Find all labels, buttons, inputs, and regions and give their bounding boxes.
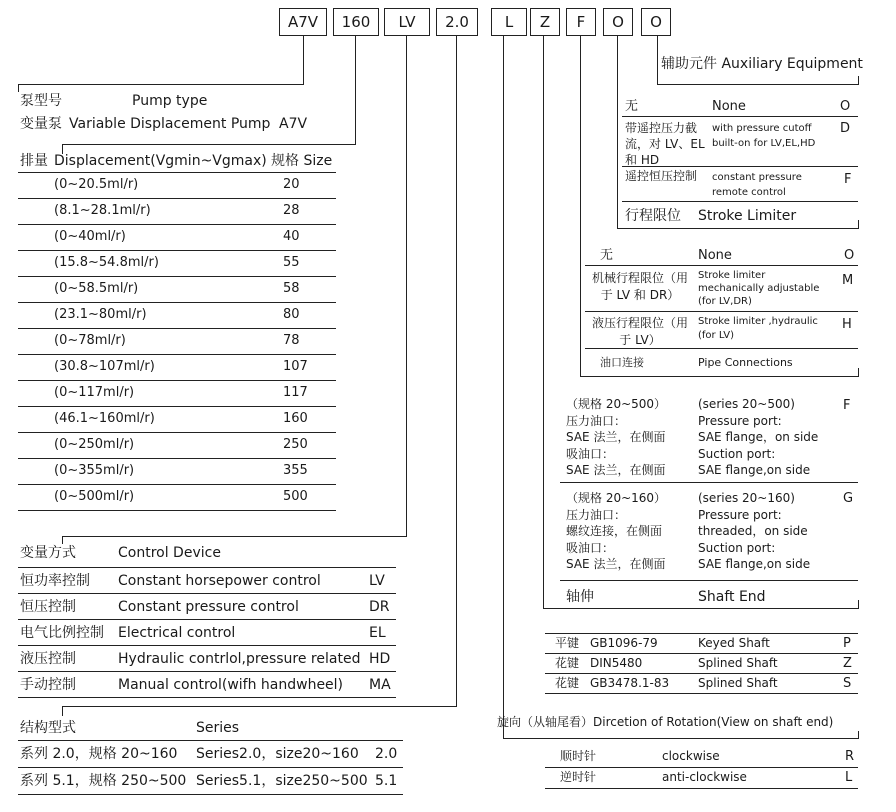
displacement-size: 80	[283, 307, 300, 322]
stroke-limiter-cn: 行程限位	[625, 208, 681, 224]
aux-remote-cn: 遥控恒压控制	[625, 169, 698, 183]
pipe-g-en-line: Pressure port:	[698, 507, 782, 522]
series-cn: 系列 2.0，规格 20~160	[20, 746, 178, 762]
stroke-hyd-cn: 液压行程限位（用于 LV）	[591, 316, 688, 347]
divider	[18, 484, 336, 485]
shaft-end-en: Shaft End	[698, 589, 766, 605]
shaft-standard: GB1096-79	[590, 636, 658, 650]
control-cn: 恒功率控制	[20, 573, 90, 589]
displacement-range: (0~58.5ml/r)	[54, 281, 139, 296]
connector-line	[858, 220, 859, 228]
displacement-size: 40	[283, 229, 300, 244]
displacement-header-en: Displacement(Vgmin~Vgmax)	[54, 153, 267, 169]
divider	[545, 633, 858, 634]
divider	[18, 172, 336, 173]
connector-line	[62, 706, 63, 716]
connector-line	[858, 600, 859, 608]
divider	[18, 740, 403, 741]
control-cn: 液压控制	[20, 651, 76, 667]
connector-line	[62, 536, 63, 544]
pipe-f-en-line: Pressure port:	[698, 413, 782, 428]
displacement-range: (30.8~107ml/r)	[54, 359, 155, 374]
shaft-cn: 平键	[555, 636, 580, 650]
stroke-none-en: None	[698, 248, 732, 263]
pipe-f-cn-line: SAE 法兰，在侧面	[566, 430, 666, 444]
pipe-g-cn	[566, 490, 666, 573]
rotation-cn: 顺时针	[560, 749, 597, 763]
rotation-header: 旋向（从轴尾看）Dircetion of Rotation(View on shaft end)	[497, 715, 834, 729]
code-box-rotation: L	[491, 8, 527, 36]
stroke-none-code: O	[844, 248, 855, 263]
connector-line	[543, 36, 544, 608]
code-box-control: LV	[384, 8, 430, 36]
divider	[545, 653, 858, 654]
displacement-range: (0~355ml/r)	[54, 463, 135, 478]
shaft-cn: 花键	[555, 676, 580, 690]
connector-line	[503, 738, 859, 739]
divider	[18, 432, 336, 433]
divider	[18, 224, 336, 225]
divider	[622, 201, 858, 202]
divider	[622, 166, 858, 167]
divider	[18, 645, 396, 646]
pipe-g-en-line: Suction port:	[698, 540, 776, 555]
divider	[18, 302, 336, 303]
stroke-mech-en: Stroke limiter mechanically adjustable (for LV,DR)	[698, 270, 820, 307]
aux-none-code: O	[840, 99, 851, 114]
divider	[18, 767, 403, 768]
pipe-g-cn-line: 螺纹连接，在侧面	[566, 524, 663, 538]
series-en: Series2.0，size20~160	[196, 746, 359, 762]
divider	[585, 265, 858, 266]
divider	[18, 671, 396, 672]
displacement-range: (0~20.5ml/r)	[54, 177, 139, 192]
divider	[560, 580, 858, 581]
displacement-size: 55	[283, 255, 300, 270]
stroke-limiter-en: Stroke Limiter	[698, 208, 797, 224]
aux-none-cn: 无	[625, 99, 639, 114]
connector-line	[580, 36, 581, 376]
pump-title-cn: 泵型号	[20, 93, 62, 109]
pipe-g-cn-line: 压力油口：	[566, 507, 627, 522]
pipe-f-en-line: (series 20~500)	[698, 397, 795, 411]
shaft-en: Keyed Shaft	[698, 636, 770, 650]
series-en: Series5.1，size250~500	[196, 773, 368, 789]
divider	[18, 380, 336, 381]
connector-line	[18, 84, 19, 92]
connector-line	[62, 536, 407, 537]
control-code: LV	[369, 573, 385, 589]
stroke-mech-code: M	[842, 273, 854, 288]
series-header-en: Series	[196, 720, 240, 736]
pipe-f-en-line: Suction port:	[698, 446, 776, 461]
pipe-f-cn-line: 压力油口：	[566, 413, 627, 428]
rotation-code: L	[845, 770, 853, 785]
shaft-code: Z	[843, 656, 852, 671]
connector-line	[617, 228, 859, 229]
control-code: EL	[369, 625, 386, 641]
aux-remote-code: F	[844, 172, 852, 187]
rotation-cn: 逆时针	[560, 770, 597, 784]
series-code: 2.0	[375, 746, 398, 762]
divider	[18, 458, 336, 459]
aux-header-en: Auxiliary Equipment	[721, 56, 863, 72]
displacement-size: 28	[283, 203, 300, 218]
pipe-g-en-line: threaded，on side	[698, 524, 808, 538]
displacement-size: 78	[283, 333, 300, 348]
control-code: HD	[369, 651, 391, 667]
stroke-hyd-en: Stroke limiter ,hydraulic (for LV)	[698, 316, 818, 341]
control-header-en: Control Device	[118, 545, 221, 561]
displacement-size: 58	[283, 281, 300, 296]
divider	[18, 250, 336, 251]
shaft-code: S	[843, 676, 852, 691]
control-en: Constant pressure control	[118, 599, 299, 615]
connector-line	[62, 144, 356, 145]
divider	[18, 328, 336, 329]
divider	[18, 510, 336, 511]
shaft-en: Splined Shaft	[698, 656, 778, 670]
pump-row-code: A7V	[279, 116, 308, 132]
pipe-f-code: F	[843, 398, 851, 413]
shaft-cn: 花键	[555, 656, 580, 670]
displacement-range: (0~500ml/r)	[54, 489, 135, 504]
divider	[18, 567, 396, 568]
displacement-size: 250	[283, 437, 308, 452]
series-cn: 系列 5.1，规格 250~500	[20, 773, 187, 789]
connector-line	[456, 36, 457, 706]
pipe-f-cn-line: （规格 20~500）	[566, 397, 667, 411]
displacement-size: 355	[283, 463, 308, 478]
control-en: Constant horsepower control	[118, 573, 321, 589]
divider	[585, 348, 858, 349]
connector-line	[657, 84, 859, 85]
connector-line	[657, 36, 658, 84]
pipe-g-en	[698, 490, 810, 573]
rotation-code: R	[845, 749, 855, 764]
connector-line	[617, 36, 618, 228]
pipe-g-en-line: (series 20~160)	[698, 491, 795, 505]
divider	[18, 198, 336, 199]
connector-line	[18, 84, 304, 85]
divider	[585, 311, 858, 312]
displacement-range: (0~250ml/r)	[54, 437, 135, 452]
aux-header	[661, 56, 863, 72]
pipe-g-cn-line: （规格 20~160）	[566, 491, 667, 505]
code-box-stroke: O	[603, 8, 633, 36]
pipe-f-cn-line: 吸油口：	[566, 446, 615, 461]
aux-none-en: None	[712, 99, 746, 114]
divider	[18, 697, 396, 698]
divider	[545, 767, 858, 768]
aux-remote-en: constant pressure remote control	[712, 172, 802, 198]
displacement-size: 160	[283, 411, 308, 426]
aux-cutoff-code: D	[840, 121, 851, 136]
pump-row-cn: 变量泵	[20, 116, 62, 132]
control-header-cn: 变量方式	[20, 545, 76, 561]
divider	[18, 276, 336, 277]
control-en: Manual control(wifh handwheel)	[118, 677, 344, 693]
shaft-standard: GB3478.1-83	[590, 676, 670, 690]
pipe-f-en	[698, 396, 818, 479]
code-box-aux: O	[641, 8, 671, 36]
connector-line	[62, 706, 457, 707]
displacement-range: (0~117ml/r)	[54, 385, 135, 400]
size-header: 规格 Size	[271, 153, 333, 169]
control-cn: 电气比例控制	[20, 625, 104, 641]
displacement-range: (15.8~54.8ml/r)	[54, 255, 159, 270]
pipe-f-en-line: SAE flange，on side	[698, 430, 819, 444]
pipe-g-en-line: SAE flange,on side	[698, 557, 811, 571]
pipe-connections-cn: 油口连接	[600, 356, 644, 369]
connector-line	[858, 76, 859, 84]
pump-title-en: Pump type	[132, 93, 208, 109]
pipe-g-cn-line: SAE 法兰，在侧面	[566, 557, 666, 571]
displacement-range: (8.1~28.1ml/r)	[54, 203, 151, 218]
connector-line	[543, 608, 859, 609]
displacement-range: (0~40ml/r)	[54, 229, 126, 244]
connector-line	[355, 36, 356, 144]
control-en: Hydraulic contrlol,pressure related	[118, 651, 361, 667]
rotation-en: anti-clockwise	[662, 770, 747, 784]
control-cn: 手动控制	[20, 677, 76, 693]
displacement-range: (23.1~80ml/r)	[54, 307, 147, 322]
pipe-f-en-line: SAE flange,on side	[698, 463, 811, 477]
pipe-g-code: G	[843, 491, 854, 506]
aux-cutoff-en: with pressure cutoff built-on for LV,EL,HD	[712, 123, 816, 149]
pump-row-en: Variable Displacement Pump	[69, 116, 271, 132]
stroke-mech-cn: 机械行程限位（用于 LV 和 DR）	[591, 271, 688, 302]
connector-line	[858, 731, 859, 739]
rotation-en: clockwise	[662, 749, 720, 763]
pipe-g-cn-line: 吸油口：	[566, 540, 615, 555]
displacement-range: (0~78ml/r)	[54, 333, 126, 348]
divider	[545, 673, 858, 674]
shaft-end-cn: 轴伸	[566, 589, 594, 605]
control-cn: 恒压控制	[20, 599, 76, 615]
divider	[622, 116, 858, 117]
divider	[18, 619, 396, 620]
aux-cutoff-cn: 带遥控压力截流，对 LV、EL 和 HD	[625, 121, 705, 167]
aux-header-cn: 辅助元件	[661, 56, 717, 72]
displacement-header-cn: 排量	[20, 153, 48, 169]
displacement-size: 117	[283, 385, 308, 400]
displacement-range: (46.1~160ml/r)	[54, 411, 155, 426]
divider	[545, 788, 858, 789]
displacement-size: 107	[283, 359, 308, 374]
code-box-shaft: Z	[530, 8, 560, 36]
code-box-series: 2.0	[436, 8, 478, 36]
shaft-code: P	[843, 636, 851, 651]
connector-line	[580, 376, 859, 377]
control-code: DR	[369, 599, 390, 615]
code-box-size: 160	[333, 8, 379, 36]
connector-line	[406, 36, 407, 536]
stroke-hyd-code: H	[842, 317, 852, 332]
shaft-en: Splined Shaft	[698, 676, 778, 690]
displacement-size: 20	[283, 177, 300, 192]
divider	[18, 406, 336, 407]
control-code: MA	[369, 677, 391, 693]
series-header-cn: 结构型式	[20, 720, 76, 736]
displacement-size: 500	[283, 489, 308, 504]
connector-line	[858, 368, 859, 376]
divider	[18, 354, 336, 355]
pipe-connections-en: Pipe Connections	[698, 356, 793, 369]
code-box-pipe: F	[566, 8, 596, 36]
divider	[560, 482, 858, 483]
stroke-none-cn: 无	[600, 248, 614, 263]
connector-line	[303, 36, 304, 84]
divider	[545, 693, 858, 694]
divider	[18, 593, 396, 594]
pipe-f-cn	[566, 396, 666, 479]
pipe-f-cn-line: SAE 法兰，在侧面	[566, 463, 666, 477]
connector-line	[503, 36, 504, 738]
control-en: Electrical control	[118, 625, 236, 641]
series-code: 5.1	[375, 773, 398, 789]
shaft-standard: DIN5480	[590, 656, 643, 670]
divider	[18, 794, 403, 795]
code-box-pump: A7V	[279, 8, 327, 36]
